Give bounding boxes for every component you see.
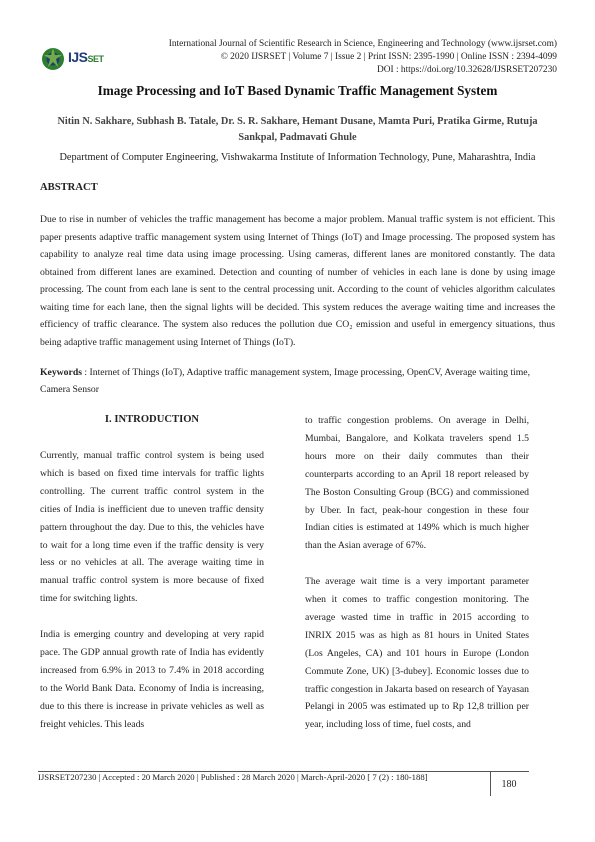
keywords-label: Keywords: [40, 367, 82, 378]
paragraph: Currently, manual traffic control system is being used which is based on fixed time intervals for traffic lights controlling. The current traffic control system in the cities of India is inefficient due to uneven traffic density pattern throughout the day. Due to this, the vehicles have to wait for a long time even if the traffic density is very less or no vehicles at all. The average waiting time in manual traffic control system is more because of fixed time for switching lights.: [40, 450, 264, 605]
abstract-heading: ABSTRACT: [40, 182, 98, 193]
affiliation: Department of Computer Engineering, Vishwakarma Institute of Information Technology, Pune, Maharashtra, India: [59, 152, 536, 163]
section-heading-introduction: I. INTRODUCTION: [104, 414, 200, 425]
right-column: [305, 412, 529, 734]
footer-citation: IJSRSET207230 | Accepted : 20 March 2020 | Published : 28 March 2020 | March-April-2020 [ 7 (2) : 180-188]: [38, 772, 428, 782]
paragraph: to traffic congestion problems. On average in Delhi, Mumbai, Bangalore, and Kolkata travelers spend 1.5 hours more on their daily commutes than their counterparts according to an April 18 report released by The Boston Consulting Group (BCG) and commissioned by Uber. In fact, peak-hour congestion in these four Indian cities is estimated at 149% which is much higher than the Asian average of 67%.: [305, 415, 529, 552]
logo-emblem-icon: [40, 46, 66, 72]
keywords: [40, 364, 555, 398]
paper-title: Image Processing and IoT Based Dynamic Traffic Management System: [97, 83, 498, 98]
author-list: Nitin N. Sakhare, Subhash B. Tatale, Dr. S. R. Sakhare, Hemant Dusane, Mamta Puri, Pratika Girme, Rutuja Sankpal, Padmavati Ghule: [57, 116, 538, 143]
logo-wordmark: IJSSET: [68, 49, 104, 65]
paragraph: India is emerging country and developing at very rapid pace. The GDP annual growth rate of India has evidently increased from 6.9% in 2013 to 7.4% in 2018 according to the World Bank Data. Economy of India is increasing, due to this there is increase in private vehicles as well as freight vehicles. This leads: [40, 629, 264, 730]
keywords-list: : Internet of Things (IoT), Adaptive traffic management system, Image processing, OpenCV, Average waiting time, Camera Sensor: [40, 367, 530, 395]
page-number: 180: [501, 779, 517, 790]
issn-line: © 2020 IJSRSET | Volume 7 | Issue 2 | Print ISSN: 2395-1990 | Online ISSN : 2394-4099: [220, 52, 557, 62]
journal-logo: [40, 46, 118, 72]
abstract-body: Due to rise in number of vehicles the traffic management has become a major problem. Manual traffic system is not efficient. This paper presents adaptive traffic management system using Internet of Things (IoT) and Image processing. The proposed system has capability to analyze real time data using image processing. Using cameras, different lanes are monitored constantly. The data obtained from different lanes are examined. Detection and counting of number of vehicles in each lane is done by using image processing. The count from each lane is sent to the central processing unit. According to the count of vehicles algorithm calculates waiting time for each lane, then the signal lights will be decided. This system reduces the average waiting time and increases the efficiency of traffic clearance. The system also reduces the pollution due CO₂ emission and useful in emergency situations, thus being adaptive traffic management using Internet of Things (IoT).: [40, 214, 555, 348]
journal-name-line: International Journal of Scientific Research in Science, Engineering and Technology (www.ijsrset.com): [168, 39, 557, 49]
doi-line[interactable]: DOI : https://doi.org/10.32628/IJSRSET207230: [376, 65, 557, 75]
paragraph: The average wait time is a very important parameter when it comes to traffic congestion monitoring. The average wasted time in traffic in 2015 according to INRIX 2015 was as high as 81 hours in United States (Los Angeles, CA) and 101 hours in Europe (London Commute Zone, UK) [3-dubey]. Economic losses due to traffic congestion in Jakarta based on research of Yayasan Pelangi in 2005 was estimated up to Rp 12,8 trillion per year, including loss of time, fuel costs, and: [305, 576, 529, 731]
left-column: [40, 447, 264, 733]
